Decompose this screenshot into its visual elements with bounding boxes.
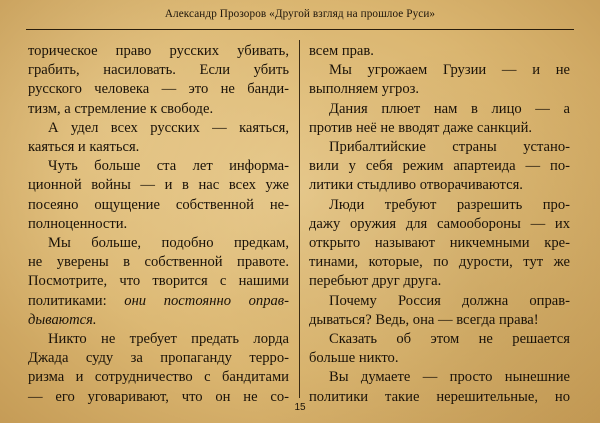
text-line: дажу оружия для самообороны — их bbox=[309, 215, 570, 232]
text-line: Сказать об этом не решается bbox=[329, 331, 570, 348]
text-line: Почему Россия должна оправ- bbox=[329, 292, 570, 309]
text-line: Джада суду за пропаганду терро- bbox=[28, 350, 289, 367]
text-run: политиками: bbox=[28, 292, 125, 309]
text-line: Никто не требует предать лорда bbox=[48, 331, 289, 348]
text-line: выполняем угроз. bbox=[309, 81, 420, 98]
text-line: каяться и каяться. bbox=[28, 139, 140, 156]
right-column bbox=[309, 42, 570, 407]
text-line: вили у себя режим апартеида — по- bbox=[309, 158, 570, 175]
text-line: перебьют друг друга. bbox=[309, 273, 442, 290]
text-line: больше никто. bbox=[309, 350, 399, 367]
text-line: Прибалтийские страны устано- bbox=[329, 139, 570, 156]
text-line: литики стыдливо отворачиваются. bbox=[309, 177, 523, 194]
text-line: ризма и сотрудничество с бандитами bbox=[28, 369, 289, 386]
page-number: 15 bbox=[294, 402, 306, 413]
text-line: А удел всех русских — каяться, bbox=[48, 119, 289, 136]
text-line: против неё не вводят даже санкций. bbox=[309, 119, 533, 136]
text-line: тизм, а стремление к свободе. bbox=[28, 100, 214, 117]
text-line: Люди требуют разрешить про- bbox=[329, 196, 570, 213]
text-line: Вы думаете — просто нынешние bbox=[329, 369, 570, 386]
text-line: посеяно ощущение собственной не- bbox=[28, 196, 289, 213]
text-line: политики такие нерешительные, но bbox=[309, 388, 570, 405]
italic-run: дываются. bbox=[28, 311, 97, 328]
italic-run: они постоянно оправ- bbox=[124, 292, 289, 309]
running-header: Александр Прозоров «Другой взгляд на прошлое Руси» bbox=[164, 8, 436, 20]
text-line bbox=[28, 292, 289, 311]
text-line: полноценности. bbox=[28, 215, 128, 232]
header-rule bbox=[26, 29, 574, 30]
text-line: торическое право русских убивать, bbox=[28, 43, 289, 59]
text-line: тинами, которые, по дурости, тут же bbox=[309, 254, 570, 271]
text-line: не уверены в собственной правоте. bbox=[28, 254, 289, 271]
text-line: Мы больше, подобно предкам, bbox=[48, 235, 289, 252]
text-line: русского человека — это не банди- bbox=[28, 81, 289, 98]
text-line: Дания плюет нам в лицо — а bbox=[329, 100, 570, 117]
text-line bbox=[28, 311, 289, 330]
text-line: Мы угрожаем Грузии — и не bbox=[329, 62, 570, 79]
text-line: грабить, насиловать. Если убить bbox=[28, 62, 289, 79]
column-divider bbox=[299, 40, 300, 398]
text-line: Чуть больше ста лет информа- bbox=[48, 158, 289, 175]
left-column bbox=[28, 42, 289, 407]
text-line: всем прав. bbox=[309, 43, 374, 59]
text-line: ционной войны — и в нас всех уже bbox=[28, 177, 289, 194]
text-line: — его уговаривают, что он не со- bbox=[28, 388, 289, 405]
text-line: Посмотрите, что творится с нашими bbox=[28, 273, 289, 290]
text-line: открыто называют никчемными кре- bbox=[309, 235, 570, 252]
text-line: дываться? Ведь, она — всегда права! bbox=[309, 311, 539, 328]
